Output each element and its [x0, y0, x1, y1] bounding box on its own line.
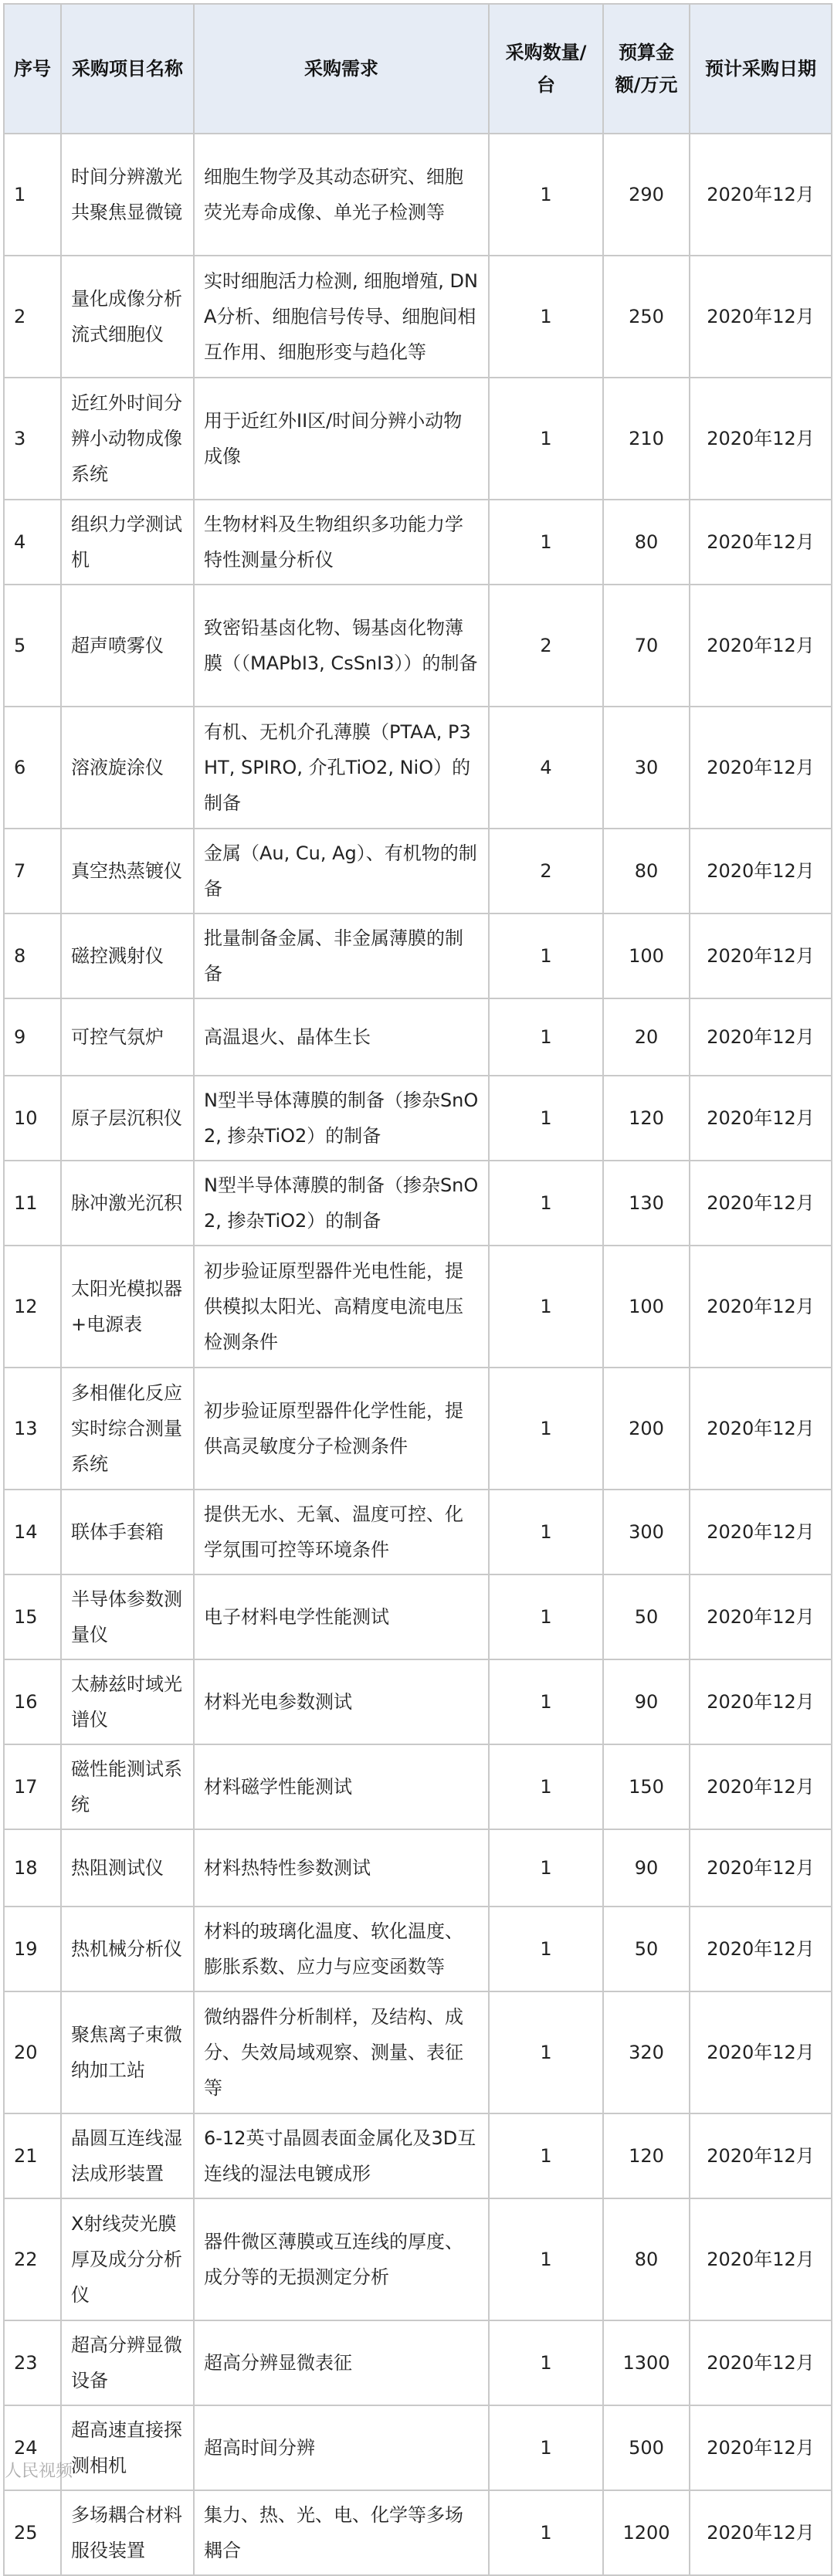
- cell-item-name: 时间分辨激光共聚焦显微镜: [61, 134, 194, 256]
- cell-item-name: 真空热蒸镀仪: [61, 829, 194, 913]
- cell-requirement: N型半导体薄膜的制备（掺杂SnO2, 掺杂TiO2）的制备: [194, 1076, 489, 1161]
- cell-item-name: 组织力学测试机: [61, 500, 194, 585]
- cell-quantity: 1: [489, 1574, 603, 1659]
- cell-date: 2020年12月: [690, 1490, 832, 1574]
- cell-no: 2: [4, 256, 61, 378]
- cell-requirement: 初步验证原型器件光电性能，提供模拟太阳光、高精度电流电压检测条件: [194, 1246, 489, 1368]
- cell-requirement: 金属（Au, Cu, Ag）、有机物的制备: [194, 829, 489, 913]
- cell-item-name: 聚焦离子束微纳加工站: [61, 1991, 194, 2113]
- cell-no: 24: [4, 2405, 61, 2490]
- cell-date: 2020年12月: [690, 585, 832, 707]
- cell-budget: 130: [603, 1161, 690, 1246]
- cell-no: 11: [4, 1161, 61, 1246]
- table-row: [4, 1659, 832, 1744]
- cell-budget: 90: [603, 1659, 690, 1744]
- cell-quantity: 1: [489, 134, 603, 256]
- cell-budget: 50: [603, 1907, 690, 1991]
- cell-date: 2020年12月: [690, 1076, 832, 1161]
- header-quantity: 采购数量/台: [489, 4, 603, 134]
- cell-no: 4: [4, 500, 61, 585]
- cell-budget: 1200: [603, 2490, 690, 2575]
- cell-no: 3: [4, 378, 61, 500]
- cell-date: 2020年12月: [690, 2320, 832, 2405]
- table-row: [4, 134, 832, 256]
- cell-budget: 150: [603, 1744, 690, 1829]
- table-row: [4, 1246, 832, 1368]
- header-name: 采购项目名称: [61, 4, 194, 134]
- cell-requirement: 集力、热、光、电、化学等多场耦合: [194, 2490, 489, 2575]
- header-no: 序号: [4, 4, 61, 134]
- cell-quantity: 1: [489, 1076, 603, 1161]
- cell-date: 2020年12月: [690, 2490, 832, 2575]
- cell-no: 23: [4, 2320, 61, 2405]
- table-row: [4, 256, 832, 378]
- cell-budget: 120: [603, 2113, 690, 2198]
- cell-requirement: 器件微区薄膜或互连线的厚度、成分等的无损测定分析: [194, 2198, 489, 2320]
- cell-requirement: 材料光电参数测试: [194, 1659, 489, 1744]
- cell-requirement: 微纳器件分析制样，及结构、成分、失效局域观察、测量、表征等: [194, 1991, 489, 2113]
- cell-date: 2020年12月: [690, 1368, 832, 1490]
- table-row: [4, 2113, 832, 2198]
- header-budget: 预算金额/万元: [603, 4, 690, 134]
- cell-budget: 1300: [603, 2320, 690, 2405]
- cell-budget: 250: [603, 256, 690, 378]
- cell-requirement: 有机、无机介孔薄膜（PTAA, P3HT, SPIRO, 介孔TiO2, NiO）的制备: [194, 707, 489, 829]
- table-row: [4, 500, 832, 585]
- cell-requirement: 高温退火、晶体生长: [194, 998, 489, 1076]
- cell-budget: 320: [603, 1991, 690, 2113]
- cell-no: 25: [4, 2490, 61, 2575]
- cell-no: 16: [4, 1659, 61, 1744]
- cell-no: 19: [4, 1907, 61, 1991]
- cell-quantity: 1: [489, 1829, 603, 1907]
- table-row: [4, 913, 832, 998]
- cell-item-name: 太阳光模拟器+电源表: [61, 1246, 194, 1368]
- cell-no: 21: [4, 2113, 61, 2198]
- cell-budget: 200: [603, 1368, 690, 1490]
- cell-requirement: 用于近红外II区/时间分辨小动物成像: [194, 378, 489, 500]
- cell-no: 14: [4, 1490, 61, 1574]
- cell-item-name: 溶液旋涂仪: [61, 707, 194, 829]
- table-body: [4, 134, 832, 2575]
- cell-item-name: 磁控溅射仪: [61, 913, 194, 998]
- cell-item-name: 超高分辨显微设备: [61, 2320, 194, 2405]
- cell-date: 2020年12月: [690, 998, 832, 1076]
- cell-requirement: 6-12英寸晶圆表面金属化及3D互连线的湿法电镀成形: [194, 2113, 489, 2198]
- cell-date: 2020年12月: [690, 1246, 832, 1368]
- cell-item-name: 半导体参数测量仪: [61, 1574, 194, 1659]
- cell-budget: 100: [603, 913, 690, 998]
- cell-item-name: 超声喷雾仪: [61, 585, 194, 707]
- cell-date: 2020年12月: [690, 1744, 832, 1829]
- cell-item-name: 联体手套箱: [61, 1490, 194, 1574]
- cell-date: 2020年12月: [690, 2113, 832, 2198]
- cell-budget: 80: [603, 2198, 690, 2320]
- table-row: [4, 1991, 832, 2113]
- cell-item-name: 热阻测试仪: [61, 1829, 194, 1907]
- header-date: 预计采购日期: [690, 4, 832, 134]
- cell-requirement: 材料磁学性能测试: [194, 1744, 489, 1829]
- table-row: [4, 1076, 832, 1161]
- cell-date: 2020年12月: [690, 829, 832, 913]
- cell-requirement: 初步验证原型器件化学性能，提供高灵敏度分子检测条件: [194, 1368, 489, 1490]
- cell-date: 2020年12月: [690, 2405, 832, 2490]
- cell-date: 2020年12月: [690, 500, 832, 585]
- cell-requirement: 材料的玻璃化温度、软化温度、膨胀系数、应力与应变函数等: [194, 1907, 489, 1991]
- watermark-text: 人民视频: [5, 2462, 73, 2481]
- cell-quantity: 1: [489, 378, 603, 500]
- cell-date: 2020年12月: [690, 707, 832, 829]
- cell-quantity: 1: [489, 2198, 603, 2320]
- procurement-table: [3, 3, 832, 2576]
- cell-no: 10: [4, 1076, 61, 1161]
- cell-date: 2020年12月: [690, 913, 832, 998]
- cell-quantity: 1: [489, 913, 603, 998]
- cell-item-name: 近红外时间分辨小动物成像系统: [61, 378, 194, 500]
- cell-date: 2020年12月: [690, 1829, 832, 1907]
- cell-no: 13: [4, 1368, 61, 1490]
- cell-requirement: 电子材料电学性能测试: [194, 1574, 489, 1659]
- cell-budget: 90: [603, 1829, 690, 1907]
- cell-requirement: 细胞生物学及其动态研究、细胞荧光寿命成像、单光子检测等: [194, 134, 489, 256]
- table-row: [4, 2198, 832, 2320]
- cell-date: 2020年12月: [690, 134, 832, 256]
- cell-no: 12: [4, 1246, 61, 1368]
- cell-requirement: 材料热特性参数测试: [194, 1829, 489, 1907]
- table-row: [4, 1829, 832, 1907]
- cell-requirement: 超高时间分辨: [194, 2405, 489, 2490]
- cell-requirement: 提供无水、无氧、温度可控、化学氛围可控等环境条件: [194, 1490, 489, 1574]
- cell-date: 2020年12月: [690, 2198, 832, 2320]
- cell-date: 2020年12月: [690, 1161, 832, 1246]
- cell-budget: 70: [603, 585, 690, 707]
- cell-date: 2020年12月: [690, 378, 832, 500]
- cell-budget: 50: [603, 1574, 690, 1659]
- cell-item-name: 原子层沉积仪: [61, 1076, 194, 1161]
- header-requirement: 采购需求: [194, 4, 489, 134]
- cell-no: 15: [4, 1574, 61, 1659]
- cell-quantity: 1: [489, 1907, 603, 1991]
- table-row: [4, 378, 832, 500]
- cell-item-name: 超高速直接探测相机: [61, 2405, 194, 2490]
- table-row: [4, 2320, 832, 2405]
- cell-quantity: 1: [489, 500, 603, 585]
- cell-quantity: 1: [489, 1161, 603, 1246]
- cell-quantity: 1: [489, 1490, 603, 1574]
- table-row: [4, 2490, 832, 2575]
- cell-no: 7: [4, 829, 61, 913]
- cell-requirement: 批量制备金属、非金属薄膜的制备: [194, 913, 489, 998]
- cell-item-name: X射线荧光膜厚及成分分析仪: [61, 2198, 194, 2320]
- cell-budget: 120: [603, 1076, 690, 1161]
- cell-budget: 80: [603, 829, 690, 913]
- cell-quantity: 1: [489, 2320, 603, 2405]
- cell-requirement: 超高分辨显微表征: [194, 2320, 489, 2405]
- cell-budget: 210: [603, 378, 690, 500]
- cell-item-name: 可控气氛炉: [61, 998, 194, 1076]
- cell-no: 1: [4, 134, 61, 256]
- cell-quantity: 1: [489, 256, 603, 378]
- cell-budget: 80: [603, 500, 690, 585]
- cell-quantity: 1: [489, 998, 603, 1076]
- cell-no: 17: [4, 1744, 61, 1829]
- cell-no: 8: [4, 913, 61, 998]
- cell-date: 2020年12月: [690, 1907, 832, 1991]
- table-row: [4, 1161, 832, 1246]
- table-row: [4, 829, 832, 913]
- cell-quantity: 1: [489, 1246, 603, 1368]
- cell-item-name: 量化成像分析流式细胞仪: [61, 256, 194, 378]
- cell-requirement: 致密铅基卤化物、锡基卤化物薄膜（（MAPbI3, CsSnI3））的制备: [194, 585, 489, 707]
- cell-requirement: 生物材料及生物组织多功能力学特性测量分析仪: [194, 500, 489, 585]
- cell-item-name: 多场耦合材料服役装置: [61, 2490, 194, 2575]
- cell-date: 2020年12月: [690, 1574, 832, 1659]
- cell-item-name: 太赫兹时域光谱仪: [61, 1659, 194, 1744]
- cell-no: 18: [4, 1829, 61, 1907]
- cell-quantity: 4: [489, 707, 603, 829]
- cell-budget: 290: [603, 134, 690, 256]
- cell-requirement: N型半导体薄膜的制备（掺杂SnO2, 掺杂TiO2）的制备: [194, 1161, 489, 1246]
- table-row: [4, 998, 832, 1076]
- table-header-row: [4, 4, 832, 134]
- cell-item-name: 多相催化反应实时综合测量系统: [61, 1368, 194, 1490]
- cell-budget: 100: [603, 1246, 690, 1368]
- cell-requirement: 实时细胞活力检测, 细胞增殖, DNA分析、细胞信号传导、细胞间相互作用、细胞形变与趋化等: [194, 256, 489, 378]
- table-row: [4, 585, 832, 707]
- cell-date: 2020年12月: [690, 256, 832, 378]
- cell-budget: 300: [603, 1490, 690, 1574]
- cell-quantity: 1: [489, 1744, 603, 1829]
- cell-date: 2020年12月: [690, 1991, 832, 2113]
- cell-quantity: 1: [489, 2113, 603, 2198]
- cell-item-name: 磁性能测试系统: [61, 1744, 194, 1829]
- table-row: [4, 1368, 832, 1490]
- cell-quantity: 1: [489, 1368, 603, 1490]
- cell-quantity: 1: [489, 1659, 603, 1744]
- cell-quantity: 1: [489, 2405, 603, 2490]
- cell-budget: 500: [603, 2405, 690, 2490]
- table-row: [4, 1744, 832, 1829]
- cell-no: 5: [4, 585, 61, 707]
- cell-no: 9: [4, 998, 61, 1076]
- cell-quantity: 2: [489, 829, 603, 913]
- table-row: [4, 2405, 832, 2490]
- cell-date: 2020年12月: [690, 1659, 832, 1744]
- table-row: [4, 1907, 832, 1991]
- cell-quantity: 1: [489, 1991, 603, 2113]
- cell-budget: 30: [603, 707, 690, 829]
- table-row: [4, 1490, 832, 1574]
- cell-no: 20: [4, 1991, 61, 2113]
- cell-quantity: 1: [489, 2490, 603, 2575]
- cell-item-name: 热机械分析仪: [61, 1907, 194, 1991]
- cell-no: 22: [4, 2198, 61, 2320]
- table-row: [4, 1574, 832, 1659]
- table-row: [4, 707, 832, 829]
- cell-item-name: 脉冲激光沉积: [61, 1161, 194, 1246]
- cell-budget: 20: [603, 998, 690, 1076]
- cell-item-name: 晶圆互连线湿法成形装置: [61, 2113, 194, 2198]
- cell-no: 6: [4, 707, 61, 829]
- cell-quantity: 2: [489, 585, 603, 707]
